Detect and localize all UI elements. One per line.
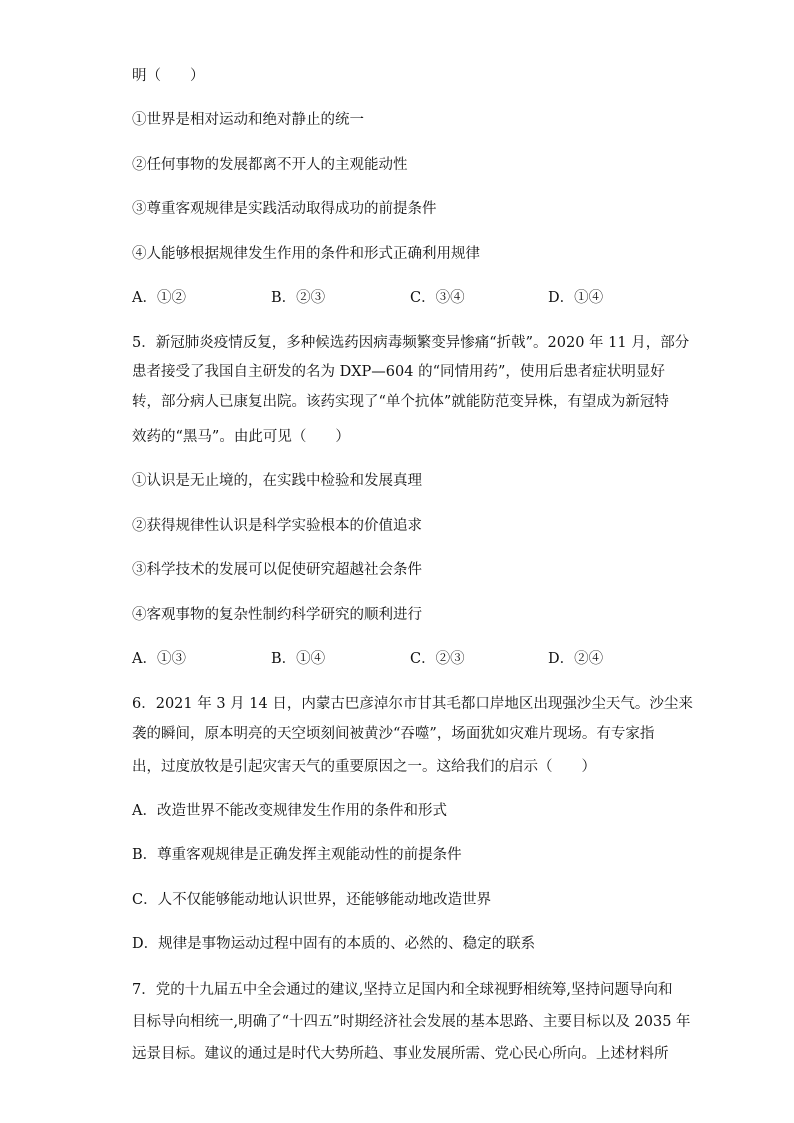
- q6-stem-line-1: 6．2021 年 3 月 14 日，内蒙古巴彦淖尔市甘其毛都口岸地区出现强沙尘天气。沙尘来: [132, 696, 693, 712]
- q5-statement-1: ①认识是无止境的，在实践中检验和发展真理: [132, 473, 422, 489]
- q5-stem-line-1: 5．新冠肺炎疫情反复，多种候选药因病毒频繁变异惨痛“折戟”。2020 年 11 月，部分: [132, 335, 690, 351]
- q7-stem-line-3: 远景目标。建议的通过是时代大势所趋、事业发展所需、党心民心所向。上述材料所: [132, 1046, 669, 1062]
- q6-stem-line-3: 出，过度放牧是引起灾害天气的重要原因之一。这给我们的启示（ ）: [132, 759, 596, 775]
- q6-option-b[interactable]: B．尊重客观规律是正确发挥主观能动性的前提条件: [132, 847, 462, 863]
- q6-option-d[interactable]: D．规律是事物运动过程中固有的本质的、必然的、稳定的联系: [132, 936, 536, 952]
- q5-option-d[interactable]: D．②④: [548, 651, 604, 667]
- q5-statement-3: ③科学技术的发展可以促使研究超越社会条件: [132, 562, 422, 578]
- q7-stem-line-1: 7．党的十九届五中全会通过的建议,坚持立足国内和全球视野相统筹,坚持问题导向和: [132, 982, 673, 998]
- q5-stem-line-2: 患者接受了我国自主研发的名为 DXP—604 的“同情用药”，使用后患者症状明显好: [132, 364, 665, 380]
- q4-option-d[interactable]: D．①④: [548, 290, 604, 306]
- q5-option-a[interactable]: A．①③: [132, 651, 186, 667]
- q5-option-c[interactable]: C．②③: [410, 651, 465, 667]
- q5-stem-line-3: 转，部分病人已康复出院。该药实现了“单个抗体”就能防范变异株，有望成为新冠特: [132, 394, 669, 410]
- q5-options: [132, 649, 652, 669]
- q7-stem-line-2: 目标导向相统一,明确了“十四五”时期经济社会发展的基本思路、主要目标以及 2035 年: [132, 1014, 691, 1030]
- q5-option-b[interactable]: B．①④: [271, 651, 326, 667]
- q4-statement-1: ①世界是相对运动和绝对静止的统一: [132, 112, 364, 128]
- q4-option-b[interactable]: B．②③: [271, 290, 326, 306]
- q5-stem-line-4: 效药的“黑马”。由此可见（ ）: [132, 429, 350, 445]
- q6-option-a[interactable]: A．改造世界不能改变规律发生作用的条件和形式: [132, 803, 447, 819]
- q4-option-c[interactable]: C．③④: [410, 290, 465, 306]
- q6-stem-line-2: 袭的瞬间，原本明亮的天空顷刻间被黄沙“吞噬”，场面犹如灾难片现场。有专家指: [132, 726, 655, 742]
- q5-statement-2: ②获得规律性认识是科学实验根本的价值追求: [132, 518, 422, 534]
- q4-statement-2: ②任何事物的发展都离不开人的主观能动性: [132, 157, 408, 173]
- q4-stem-tail: 明（ ）: [132, 68, 205, 84]
- q5-statement-4: ④客观事物的复杂性制约科学研究的顺利进行: [132, 607, 422, 623]
- q6-option-c[interactable]: C．人不仅能够能动地认识世界，还能够能动地改造世界: [132, 892, 492, 908]
- q4-option-a[interactable]: A．①②: [132, 290, 186, 306]
- q4-statement-3: ③尊重客观规律是实践活动取得成功的前提条件: [132, 201, 437, 217]
- q4-statement-4: ④人能够根据规律发生作用的条件和形式正确利用规律: [132, 246, 480, 262]
- q4-options: [132, 288, 652, 308]
